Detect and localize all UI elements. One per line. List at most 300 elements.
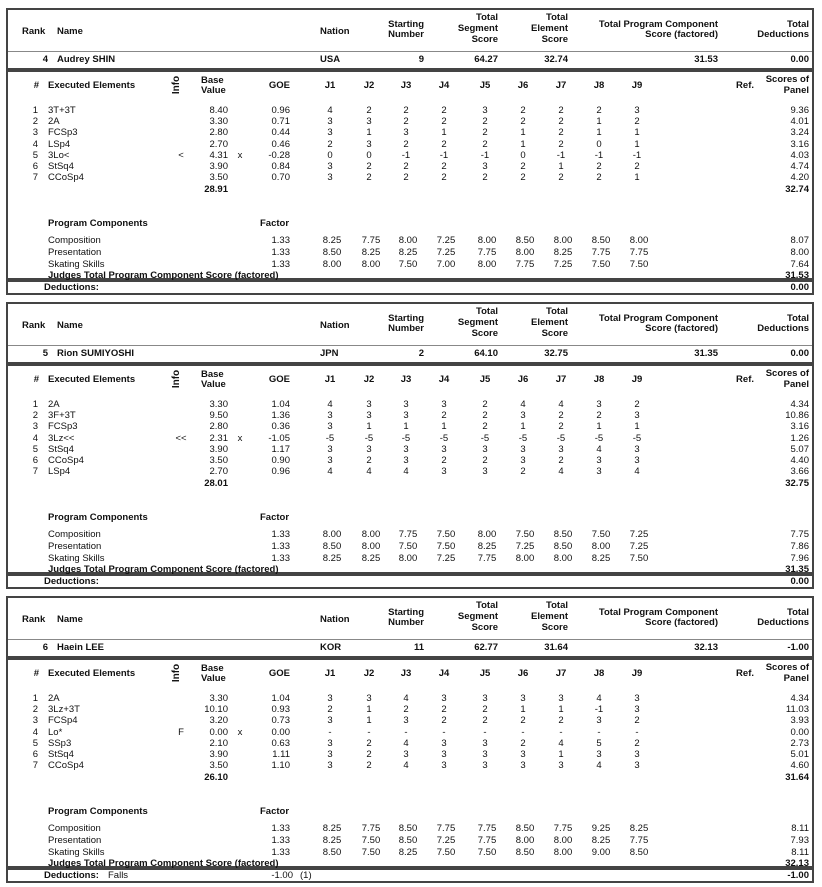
component-factor: 1.33: [271, 846, 290, 858]
component-judge-score-j4: 7.50: [436, 540, 456, 552]
element-name: LSp4: [48, 466, 71, 478]
judge-score-j4: 3: [441, 443, 447, 455]
component-judge-score-j5: 8.25: [477, 540, 497, 552]
judge-score-j6: 2: [520, 105, 526, 116]
component-judge-score-j1: 8.25: [322, 823, 342, 834]
judge-score-j2: 2: [366, 760, 372, 772]
element-name: StSq4: [48, 161, 74, 172]
element-base-value: 3.50: [209, 455, 228, 466]
component-judge-score-j9: 7.25: [629, 529, 649, 540]
judge-score-j9: 3: [634, 410, 640, 422]
judge-header-j4: J4: [438, 374, 450, 385]
skater-nation: USA: [320, 54, 341, 65]
judge-score-j8: 1: [596, 116, 602, 128]
judge-score-j1: 3: [327, 172, 333, 184]
judge-score-j7: 2: [558, 421, 564, 433]
component-judge-score-j9: 7.75: [629, 246, 649, 258]
component-judge-score-j1: 8.25: [322, 834, 342, 846]
element-goe: 0.96: [271, 466, 290, 478]
program-components-header: Program Components: [48, 806, 148, 817]
judge-score-j9: -5: [632, 432, 642, 444]
deductions-row: [6, 574, 814, 589]
judge-header-j9: J9: [631, 80, 643, 91]
element-panel-score: 5.01: [790, 749, 809, 760]
component-judge-score-j9: 8.25: [629, 823, 649, 834]
component-judge-score-j8: 9.00: [591, 846, 611, 858]
element-goe: 0.73: [271, 715, 290, 727]
component-judge-score-j2: 7.75: [361, 823, 381, 834]
judge-score-j3: 4: [403, 737, 409, 749]
element-base-value: 3.50: [209, 760, 228, 772]
element-number: 5: [32, 737, 38, 749]
component-judge-score-j6: 7.75: [515, 258, 535, 270]
total-deductions: -1.00: [787, 642, 809, 653]
component-judge-score-j5: 8.00: [477, 529, 497, 540]
element-base-value: 2.80: [209, 127, 228, 139]
judge-score-j5: 2: [482, 399, 488, 410]
judge-score-j7: 2: [558, 172, 564, 184]
element-goe: -1.05: [268, 432, 290, 444]
component-judge-score-j6: 8.50: [515, 846, 535, 858]
judge-score-j6: 3: [520, 455, 526, 466]
element-base-value: 3.30: [209, 693, 228, 704]
component-judge-score-j4: 7.25: [436, 235, 456, 246]
component-judge-score-j7: 8.00: [553, 846, 573, 858]
ref-header: Ref.: [736, 668, 754, 679]
component-judge-score-j9: 7.75: [629, 834, 649, 846]
component-name: Presentation: [48, 540, 102, 552]
component-judge-score-j7: 7.75: [553, 823, 573, 834]
judge-score-j2: 1: [366, 127, 372, 139]
component-judge-score-j7: 8.50: [553, 540, 573, 552]
judge-score-j2: 2: [366, 105, 372, 116]
judge-score-j2: 2: [366, 172, 372, 184]
element-name: Lo*: [48, 726, 63, 738]
total-element-score: 32.75: [544, 348, 568, 359]
judge-score-j5: 3: [482, 693, 488, 704]
element-base-value: 3.30: [209, 399, 228, 410]
element-goe: 0.46: [271, 138, 290, 150]
element-panel-score: 3.66: [790, 466, 809, 478]
judge-score-j7: 2: [558, 715, 564, 727]
element-panel-score: 10.86: [785, 410, 809, 422]
element-name: 3Lz+3T: [48, 704, 80, 716]
component-name: Composition: [48, 529, 101, 540]
judge-score-j2: 3: [366, 399, 372, 410]
component-panel-score: 7.96: [790, 552, 809, 564]
judge-score-j4: 2: [441, 116, 447, 128]
element-number: 7: [32, 760, 38, 772]
scores-of-panel-header: Scores of: [765, 74, 809, 85]
judge-score-j5: 2: [482, 704, 488, 716]
element-panel-score: 5.07: [790, 443, 809, 455]
element-panel-score: 9.36: [790, 105, 809, 116]
judge-score-j9: 3: [634, 704, 640, 716]
tpcs-label: Total Program Component: [598, 313, 718, 324]
judge-score-j5: 3: [482, 760, 488, 772]
total-deductions-label: Total: [787, 19, 809, 30]
element-name: CCoSp4: [48, 760, 84, 772]
judge-score-j3: 3: [403, 127, 409, 139]
component-factor: 1.33: [271, 540, 290, 552]
element-name: FCSp3: [48, 127, 78, 139]
total-segment-score-label: Total: [476, 600, 498, 611]
component-judge-score-j3: 7.75: [398, 529, 418, 540]
judge-score-j7: 1: [558, 161, 564, 172]
element-base-value: 3.90: [209, 443, 228, 455]
total-segment-score-label: Total: [476, 12, 498, 23]
element-name: 3T+3T: [48, 105, 76, 116]
judge-score-j6: 4: [520, 399, 526, 410]
judge-header-j1: J1: [324, 80, 336, 91]
factor-header: Factor: [260, 218, 290, 229]
element-goe: 0.44: [271, 127, 290, 139]
skater-summary-header: [6, 8, 814, 70]
judge-score-j9: -1: [632, 149, 642, 161]
element-number: 4: [32, 138, 38, 150]
judge-score-j8: 4: [596, 443, 602, 455]
judge-header-j2: J2: [363, 668, 375, 679]
element-panel-score: 3.24: [790, 127, 809, 139]
component-judge-score-j5: 7.50: [477, 846, 497, 858]
judge-score-j3: -5: [401, 432, 411, 444]
component-judge-score-j8: 7.75: [591, 246, 611, 258]
skater-summary-header: [6, 302, 814, 364]
element-number: 6: [32, 455, 38, 466]
judge-score-j6: 1: [520, 704, 526, 716]
judge-score-j1: 3: [327, 715, 333, 727]
judge-score-j3: 2: [403, 704, 409, 716]
element-x-marker: x: [237, 726, 243, 738]
judge-score-j4: 3: [441, 737, 447, 749]
base-value-header: Base: [201, 369, 224, 380]
deductions-row: [6, 280, 814, 295]
deduction-count: (1): [300, 870, 312, 881]
judge-score-j3: 3: [403, 455, 409, 466]
total-segment-score-label: Segment: [457, 317, 498, 328]
judge-score-j7: 4: [558, 737, 564, 749]
deductions-label: Deductions:: [44, 282, 99, 293]
skater-nation: KOR: [320, 642, 342, 653]
judge-score-j4: 2: [441, 704, 447, 716]
judge-score-j7: 1: [558, 704, 564, 716]
component-judge-score-j3: 8.25: [398, 246, 418, 258]
component-panel-score: 7.93: [790, 834, 809, 846]
judge-score-j3: 4: [403, 693, 409, 704]
total-deductions: 0.00: [790, 54, 809, 65]
judge-score-j4: 2: [441, 455, 447, 466]
judge-header-j2: J2: [363, 374, 375, 385]
component-judge-score-j1: 8.25: [322, 552, 342, 564]
deductions-total: 0.00: [790, 282, 809, 293]
judge-score-j5: 2: [482, 138, 488, 150]
base-value-header: Value: [201, 85, 226, 96]
total-segment-score-label: Score: [471, 34, 498, 45]
name-label: Name: [57, 614, 83, 625]
element-number: 7: [32, 172, 38, 184]
component-judge-score-j4: 7.75: [436, 823, 456, 834]
component-judge-score-j2: 7.75: [361, 235, 381, 246]
judge-header-j3: J3: [400, 80, 412, 91]
deductions-total: 0.00: [790, 576, 809, 587]
component-judge-score-j2: 7.50: [361, 846, 381, 858]
judge-score-j5: -5: [480, 432, 490, 444]
component-judge-score-j2: 8.25: [361, 552, 381, 564]
element-panel-score: 4.34: [790, 399, 809, 410]
judge-score-j7: 2: [558, 410, 564, 422]
judge-header-j6: J6: [517, 374, 529, 385]
component-judge-score-j3: 8.00: [398, 552, 418, 564]
elements-panel-total: 31.64: [785, 772, 809, 783]
judge-score-j2: 1: [366, 704, 372, 716]
judge-score-j5: 3: [482, 737, 488, 749]
judge-score-j3: 3: [403, 399, 409, 410]
nation-label: Nation: [320, 320, 350, 331]
element-number: 6: [32, 161, 38, 172]
element-x-marker: x: [237, 149, 243, 161]
element-name: CCoSp4: [48, 455, 84, 466]
element-number: 2: [32, 704, 38, 716]
judge-score-j4: -: [442, 726, 446, 738]
component-judge-score-j8: 8.25: [591, 552, 611, 564]
judge-score-j9: 3: [634, 105, 640, 116]
element-goe: 0.36: [271, 421, 290, 433]
element-panel-score: 1.26: [790, 432, 809, 444]
judge-score-j4: 3: [441, 693, 447, 704]
starting-number-label: Number: [388, 29, 424, 40]
element-number: 2: [32, 410, 38, 422]
element-number: 1: [32, 105, 38, 116]
rank-label: Rank: [22, 320, 46, 331]
judge-score-j5: 2: [482, 715, 488, 727]
judge-score-j7: 3: [558, 760, 564, 772]
header-divider: [8, 51, 812, 52]
component-judge-score-j4: 7.00: [436, 258, 456, 270]
judge-score-j4: 1: [441, 421, 447, 433]
element-goe: 0.90: [271, 455, 290, 466]
skater-block: [6, 302, 814, 592]
component-panel-score: 8.11: [791, 823, 809, 834]
judge-score-j2: 2: [366, 455, 372, 466]
base-value-total: 28.01: [204, 478, 228, 489]
judge-header-j7: J7: [555, 374, 567, 385]
element-name: 3Lo<: [48, 149, 70, 161]
total-element-score: 31.64: [544, 642, 568, 653]
judge-score-j8: 0: [596, 138, 602, 150]
element-name: StSq4: [48, 443, 74, 455]
judge-score-j2: -5: [364, 432, 374, 444]
judge-score-j5: 3: [482, 161, 488, 172]
total-element-score-label: Element: [531, 611, 568, 622]
tpcs-label: Score (factored): [645, 29, 718, 40]
element-name: 3F+3T: [48, 410, 76, 422]
judge-score-j8: 3: [596, 749, 602, 760]
ref-header: Ref.: [736, 80, 754, 91]
component-judge-score-j1: 8.50: [322, 540, 342, 552]
component-judge-score-j7: 8.00: [553, 235, 573, 246]
nation-label: Nation: [320, 614, 350, 625]
skater-nation: JPN: [320, 348, 339, 359]
judge-header-j6: J6: [517, 80, 529, 91]
judge-score-j2: 3: [366, 116, 372, 128]
judge-score-j5: 2: [482, 410, 488, 422]
judge-score-j6: 2: [520, 116, 526, 128]
judge-score-j3: 3: [403, 749, 409, 760]
judge-score-j8: -: [597, 726, 601, 738]
tpcs-label: Total Program Component: [598, 607, 718, 618]
component-name: Composition: [48, 235, 101, 246]
starting-number-label: Starting: [388, 313, 424, 324]
judge-score-j9: 2: [634, 737, 640, 749]
component-judge-score-j5: 8.00: [477, 258, 497, 270]
judge-score-j9: 3: [634, 443, 640, 455]
element-goe: 1.17: [271, 443, 290, 455]
judge-score-j3: -: [404, 726, 408, 738]
element-goe: 1.04: [271, 399, 290, 410]
total-segment-score: 64.10: [474, 348, 498, 359]
judge-score-j4: 2: [441, 715, 447, 727]
component-judge-score-j6: 8.50: [515, 823, 535, 834]
judge-score-j4: 2: [441, 410, 447, 422]
component-judge-score-j6: 8.50: [515, 235, 535, 246]
judge-score-j8: 4: [596, 760, 602, 772]
judge-score-j9: 1: [634, 421, 640, 433]
total-element-score-label: Total: [546, 600, 568, 611]
judge-score-j8: 2: [596, 105, 602, 116]
judge-score-j9: 3: [634, 760, 640, 772]
judge-score-j7: -: [559, 726, 563, 738]
element-goe: 0.70: [271, 172, 290, 184]
component-name: Skating Skills: [48, 846, 105, 858]
component-judge-score-j7: 8.50: [553, 529, 573, 540]
judge-score-j5: 2: [482, 127, 488, 139]
component-judge-score-j8: 9.25: [591, 823, 611, 834]
deductions-total: -1.00: [787, 870, 809, 881]
judge-score-j8: 3: [596, 399, 602, 410]
skater-name: Audrey SHIN: [57, 54, 116, 65]
judge-score-j2: 3: [366, 693, 372, 704]
total-segment-score-label: Segment: [457, 23, 498, 34]
judge-score-j4: 2: [441, 172, 447, 184]
starting-number: 11: [413, 642, 424, 653]
judge-score-j9: 2: [634, 399, 640, 410]
component-judge-score-j3: 7.50: [398, 258, 418, 270]
skater-block: [6, 8, 814, 298]
judge-score-j8: 4: [596, 693, 602, 704]
total-deductions-label: Deductions: [757, 617, 809, 628]
judge-score-j9: -: [635, 726, 639, 738]
element-panel-score: 3.16: [790, 138, 809, 150]
judge-score-j3: 2: [403, 138, 409, 150]
component-factor: 1.33: [271, 529, 290, 540]
element-goe: 0.71: [271, 116, 290, 128]
skater-rank: 6: [42, 642, 48, 653]
judge-score-j3: -1: [401, 149, 411, 161]
component-panel-score: 8.11: [791, 846, 809, 858]
header-divider: [8, 345, 812, 346]
component-judge-score-j4: 7.25: [436, 834, 456, 846]
judge-score-j4: 2: [441, 138, 447, 150]
judge-score-j6: 3: [520, 749, 526, 760]
judge-score-j5: 2: [482, 421, 488, 433]
judge-score-j8: 1: [596, 421, 602, 433]
judge-header-j8: J8: [593, 668, 605, 679]
scores-of-panel-header: Scores of: [765, 368, 809, 379]
judge-score-j8: 1: [596, 127, 602, 139]
judge-score-j5: 2: [482, 172, 488, 184]
component-judge-score-j3: 8.50: [398, 823, 418, 834]
element-info: F: [178, 726, 184, 738]
judge-score-j9: 3: [634, 455, 640, 466]
total-program-component-score: 31.35: [694, 348, 718, 359]
component-judge-score-j2: 8.00: [361, 258, 381, 270]
total-segment-score-label: Segment: [457, 611, 498, 622]
judge-score-j1: 4: [327, 105, 333, 116]
judge-header-j7: J7: [555, 80, 567, 91]
deductions-label: Deductions:: [44, 870, 99, 881]
element-base-value: 2.70: [209, 466, 228, 478]
total-deductions-label: Deductions: [757, 323, 809, 334]
component-judge-score-j5: 7.75: [477, 246, 497, 258]
deduction-value: -1.00: [271, 870, 293, 881]
judge-score-j5: 3: [482, 466, 488, 478]
name-label: Name: [57, 320, 83, 331]
component-judge-score-j9: 8.00: [629, 235, 649, 246]
elements-panel-total: 32.75: [785, 478, 809, 489]
base-value-header: Base: [201, 75, 224, 86]
judge-header-j3: J3: [400, 668, 412, 679]
judge-score-j1: 3: [327, 410, 333, 422]
scores-of-panel-header: Panel: [783, 379, 809, 390]
component-judge-score-j4: 7.50: [436, 529, 456, 540]
starting-number-label: Number: [388, 323, 424, 334]
component-judge-score-j1: 8.50: [322, 846, 342, 858]
skater-name: Haein LEE: [57, 642, 104, 653]
element-number: 5: [32, 443, 38, 455]
total-element-score-label: Score: [541, 328, 568, 339]
judge-score-j4: 1: [441, 127, 447, 139]
judge-score-j4: 3: [441, 466, 447, 478]
judge-score-j1: 4: [327, 399, 333, 410]
judge-score-j4: -5: [439, 432, 449, 444]
component-judge-score-j7: 8.25: [553, 246, 573, 258]
element-base-value: 3.90: [209, 749, 228, 760]
component-judge-score-j6: 8.00: [515, 834, 535, 846]
total-segment-score-label: Score: [471, 622, 498, 633]
component-judge-score-j6: 7.25: [515, 540, 535, 552]
total-program-component-score: 32.13: [694, 642, 718, 653]
judge-score-j3: 2: [403, 161, 409, 172]
judge-score-j2: 4: [366, 466, 372, 478]
judge-score-j9: 2: [634, 715, 640, 727]
component-judge-score-j5: 7.75: [477, 552, 497, 564]
judge-score-j1: 3: [327, 737, 333, 749]
judge-score-j6: 1: [520, 127, 526, 139]
judge-score-j1: 3: [327, 693, 333, 704]
skater-rank: 5: [42, 348, 48, 359]
judge-score-j3: 3: [403, 715, 409, 727]
component-judge-score-j5: 7.75: [477, 823, 497, 834]
component-judge-score-j4: 7.50: [436, 846, 456, 858]
component-panel-score: 8.00: [790, 246, 809, 258]
judge-header-j8: J8: [593, 374, 605, 385]
element-name: 3Lz<<: [48, 432, 75, 444]
component-factor: 1.33: [271, 258, 290, 270]
judge-score-j2: 2: [366, 737, 372, 749]
judge-score-j9: 3: [634, 749, 640, 760]
deductions-row: [6, 868, 814, 883]
executed-elements-header: Executed Elements: [48, 374, 136, 385]
